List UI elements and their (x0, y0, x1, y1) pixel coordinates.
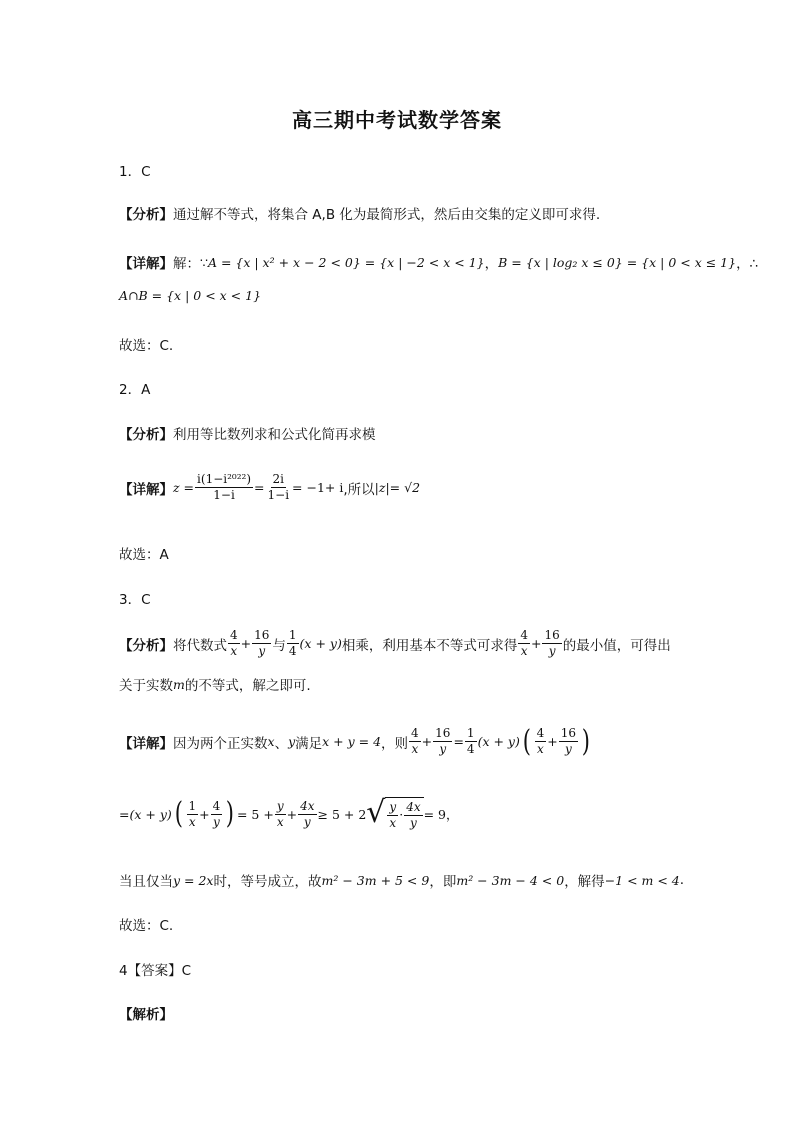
q3-number: 3．C (119, 592, 151, 608)
q2-analysis (119, 423, 376, 443)
q2-fraction-1 (195, 472, 253, 503)
q3-detail-x: x (267, 734, 275, 749)
q3-analysis-tag: 【分析】 (119, 637, 173, 654)
q3-frac-1-4: $\frac{1}{4}$ (288, 628, 297, 658)
q3-frac-4-y: $\frac{4}{y}$ (212, 798, 221, 829)
q3-x-plus-y: (x + y) (299, 636, 342, 651)
q2-modulus: |z|= √2 (374, 480, 421, 495)
q1-intersection: A∩B = {x | 0 < x < 1} (119, 288, 262, 303)
q3-cond-c: ，即 (429, 874, 457, 890)
q3-d-frac-1-4: $\frac{1}{4}$ (466, 726, 475, 756)
q3-d-frac-4-x-b: $\frac{4}{x}$ (536, 726, 545, 756)
q3-analysis-m: m (173, 676, 185, 692)
q3-ineq-2: m² − 3m − 4 < 0 (456, 872, 565, 888)
q3-frac-y-x: $\frac{y}{x}$ (276, 798, 284, 829)
q2-fraction-2 (266, 472, 292, 503)
q3-condition (119, 870, 684, 890)
q3-detail-b: 满足 (295, 735, 323, 752)
q2-fraction-1-numerator: i(1−i²⁰²²) (197, 472, 252, 486)
q3-analysis-a: 将代数式 (173, 637, 227, 654)
q1-set-a: A = {x | x² + x − 2 < 0} = {x | −2 < x < 1} (207, 254, 485, 270)
q3-line2-end: = 9， (423, 807, 459, 822)
q4-jiexi-tag: 【解析】 (119, 1007, 173, 1023)
q3-cond-b: 时，等号成立，故 (213, 874, 322, 890)
q3-detail-dun: 、 (274, 735, 289, 752)
q2-detail-tag: 【详解】 (119, 481, 173, 498)
q1-number: 1．C (119, 164, 151, 180)
q3-frac-4-x: $\frac{4}{x}$ (230, 628, 238, 658)
q3-detail-eq: x + y = 4 (322, 734, 382, 749)
q2-result: = −1+ i (292, 480, 344, 495)
q3-frac-4x-y: $\frac{4x}{y}$ (300, 798, 315, 829)
q3-cond-d: ，解得 (564, 874, 605, 890)
q3-analysis-c: 相乘，利用基本不等式可求得 (341, 637, 518, 654)
q2-equals-1: = (254, 480, 265, 495)
q3-detail-c: ，则 (381, 735, 409, 752)
q3-frac-16-y: $\frac{16}{y}$ (254, 628, 270, 658)
q2-fraction-2-numerator: 2i (272, 472, 285, 486)
q3-choice: 故选：C. (119, 918, 174, 934)
q3-cond-eq: y = 2x (173, 872, 214, 888)
q3-detail-line1: 【详解】 因为两个正实数 x 、 y 满足 x + y = 4 ，则 $\frac{4}{x}$ + $\frac{16}{y}$ = $\frac{1}{4}$ (x + y) ( $\frac{4}{x}$ + $\frac{16}{y}$ ) (119, 723, 590, 759)
q2-analysis-text: 利用等比数列求和公式化简再求模 (173, 427, 376, 443)
q3-ineq-1: m² − 3m + 5 < 9 (321, 872, 430, 888)
q2-detail (119, 472, 420, 503)
q2-analysis-tag: 【分析】 (119, 427, 173, 443)
q3-analysis-line2 (119, 674, 311, 694)
q3-analysis-f: 的不等式，解之即可. (184, 678, 311, 694)
q3-ineq-3: −1 < m < 4 (604, 872, 680, 888)
q2-fraction-2-denominator: 1−i (267, 488, 290, 502)
page-title: 高三期中考试数学答案 (292, 108, 502, 132)
q1-because-symbol: ∵ (200, 254, 208, 270)
q2-choice: 故选：A (119, 547, 169, 563)
q2-z-eq: z = (173, 480, 195, 495)
q3-detail-y: y (288, 734, 296, 749)
q3-frac-16-y-b: $\frac{16}{y}$ (544, 628, 560, 658)
q1-detail-line1 (119, 252, 758, 272)
q1-detail-tag: 【详解】 (119, 256, 173, 272)
q1-analysis-tag: 【分析】 (119, 207, 173, 223)
q1-analysis (119, 203, 600, 223)
q1-sep: ， (484, 256, 499, 272)
q4-answer: 4【答案】C (119, 963, 192, 979)
q3-detail-a: 因为两个正实数 (173, 735, 268, 752)
q3-d-frac-4-x: $\frac{4}{x}$ (411, 726, 419, 756)
q2-so: ,所以 (343, 481, 375, 498)
q3-analysis-d: 的最小值，可得出 (562, 637, 671, 654)
q3-cond-e: . (679, 872, 685, 888)
q3-d-frac-16-y-b: $\frac{16}{y}$ (560, 726, 576, 756)
q3-detail-line2: = (x + y) ( $\frac{1}{x}$ + $\frac{4}{y}$ ) = 5 + $\frac{y}{x}$ + $\frac{4x}{y}$ ≥ 5 + 2 √ $\frac{y}{x}$ · $\frac{4x}{y}$ = 9， (119, 795, 459, 831)
q1-analysis-text: 通过解不等式，将集合 A,B 化为最简形式，然后由交集的定义即可求得. (173, 207, 601, 223)
q1-choice: 故选：C. (119, 338, 174, 354)
q2-number: 2．A (119, 382, 151, 398)
q3-frac-4-x-b: $\frac{4}{x}$ (520, 628, 528, 658)
q1-detail-line2 (119, 288, 261, 304)
q1-set-b: B = {x | log₂ x ≤ 0} = {x | 0 < x ≤ 1} (498, 254, 737, 270)
q3-frac-1-x: $\frac{1}{x}$ (188, 798, 197, 829)
q2-fraction-1-denominator: 1−i (213, 488, 235, 502)
q3-analysis-e: 关于实数 (119, 678, 173, 694)
q1-detail-prefix: 解： (173, 256, 200, 272)
q1-therefore: ，∴ (736, 256, 759, 272)
q3-analysis-line1: 【分析】 将代数式 $\frac{4}{x}$ + $\frac{16}{y}$ 与 $\frac{1}{4}$ (x + y) 相乘，利用基本不等式可求得 $\frac{4}{x}$ + $\frac{16}{y}$ 的最小值，可得出 (119, 628, 671, 658)
q3-sqrt: √ $\frac{y}{x}$ · $\frac{4x}{y}$ (366, 797, 423, 831)
q3-detail-tag: 【详解】 (119, 735, 173, 752)
q3-d-frac-16-y: $\frac{16}{y}$ (435, 726, 451, 756)
q3-analysis-b: 与 (272, 637, 286, 654)
q3-cond-a: 当且仅当 (119, 874, 173, 890)
